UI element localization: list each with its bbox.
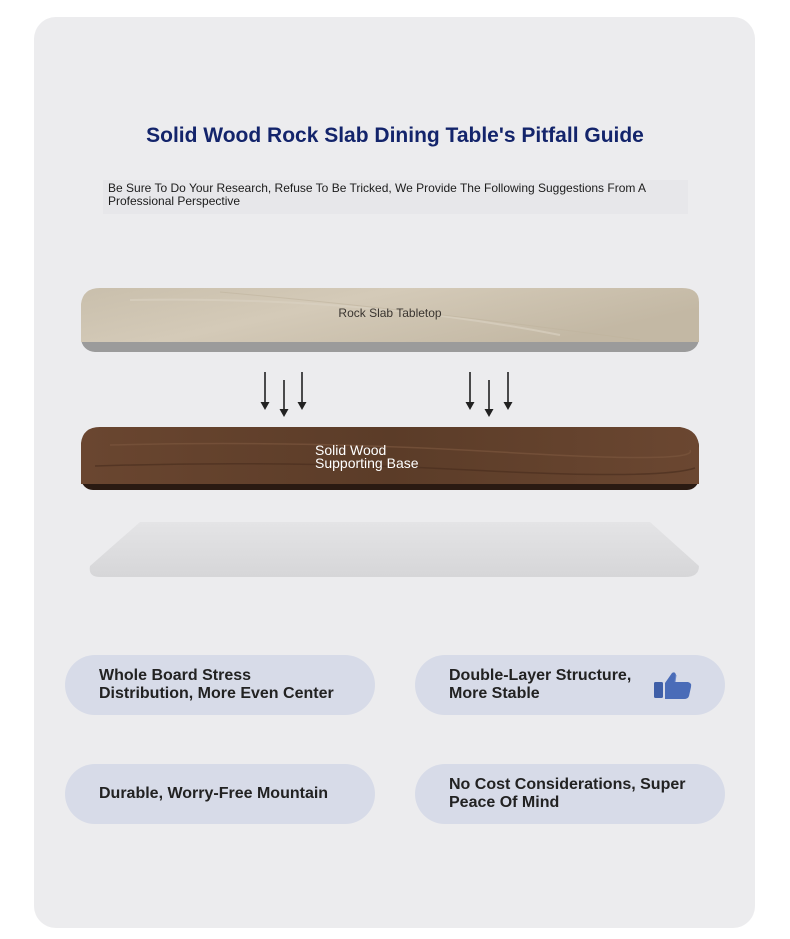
thumbs-up-icon [653,671,693,701]
tabletop-label: Rock Slab Tabletop [338,306,442,320]
rock-slab-tabletop [81,288,699,352]
arrows-right [466,372,513,417]
floor-shadow [90,522,699,577]
feature-text: Whole Board Stress Distribution, More Even Center [99,667,334,702]
page-subtitle: Be Sure To Do Your Research, Refuse To Be Tricked, We Provide The Following Suggestions From A Professional Perspective [103,180,688,214]
feature-pill-no-cost [415,764,725,824]
feature-text: Durable, Worry-Free Mountain [99,785,329,802]
feature-pill-durable [65,764,375,824]
base-label-line2: Supporting Base [315,455,419,471]
page-title: Solid Wood Rock Slab Dining Table's Pitfall Guide [146,124,644,147]
feature-text: Double-Layer Structure, More Stable [449,667,632,702]
feature-text: No Cost Considerations, Super Peace Of Mind [449,776,686,811]
feature-pill-stress-distribution [65,655,375,715]
arrows-left [261,372,307,417]
feature-pill-double-layer [415,655,725,715]
base-label-line1: Solid Wood [315,442,387,458]
